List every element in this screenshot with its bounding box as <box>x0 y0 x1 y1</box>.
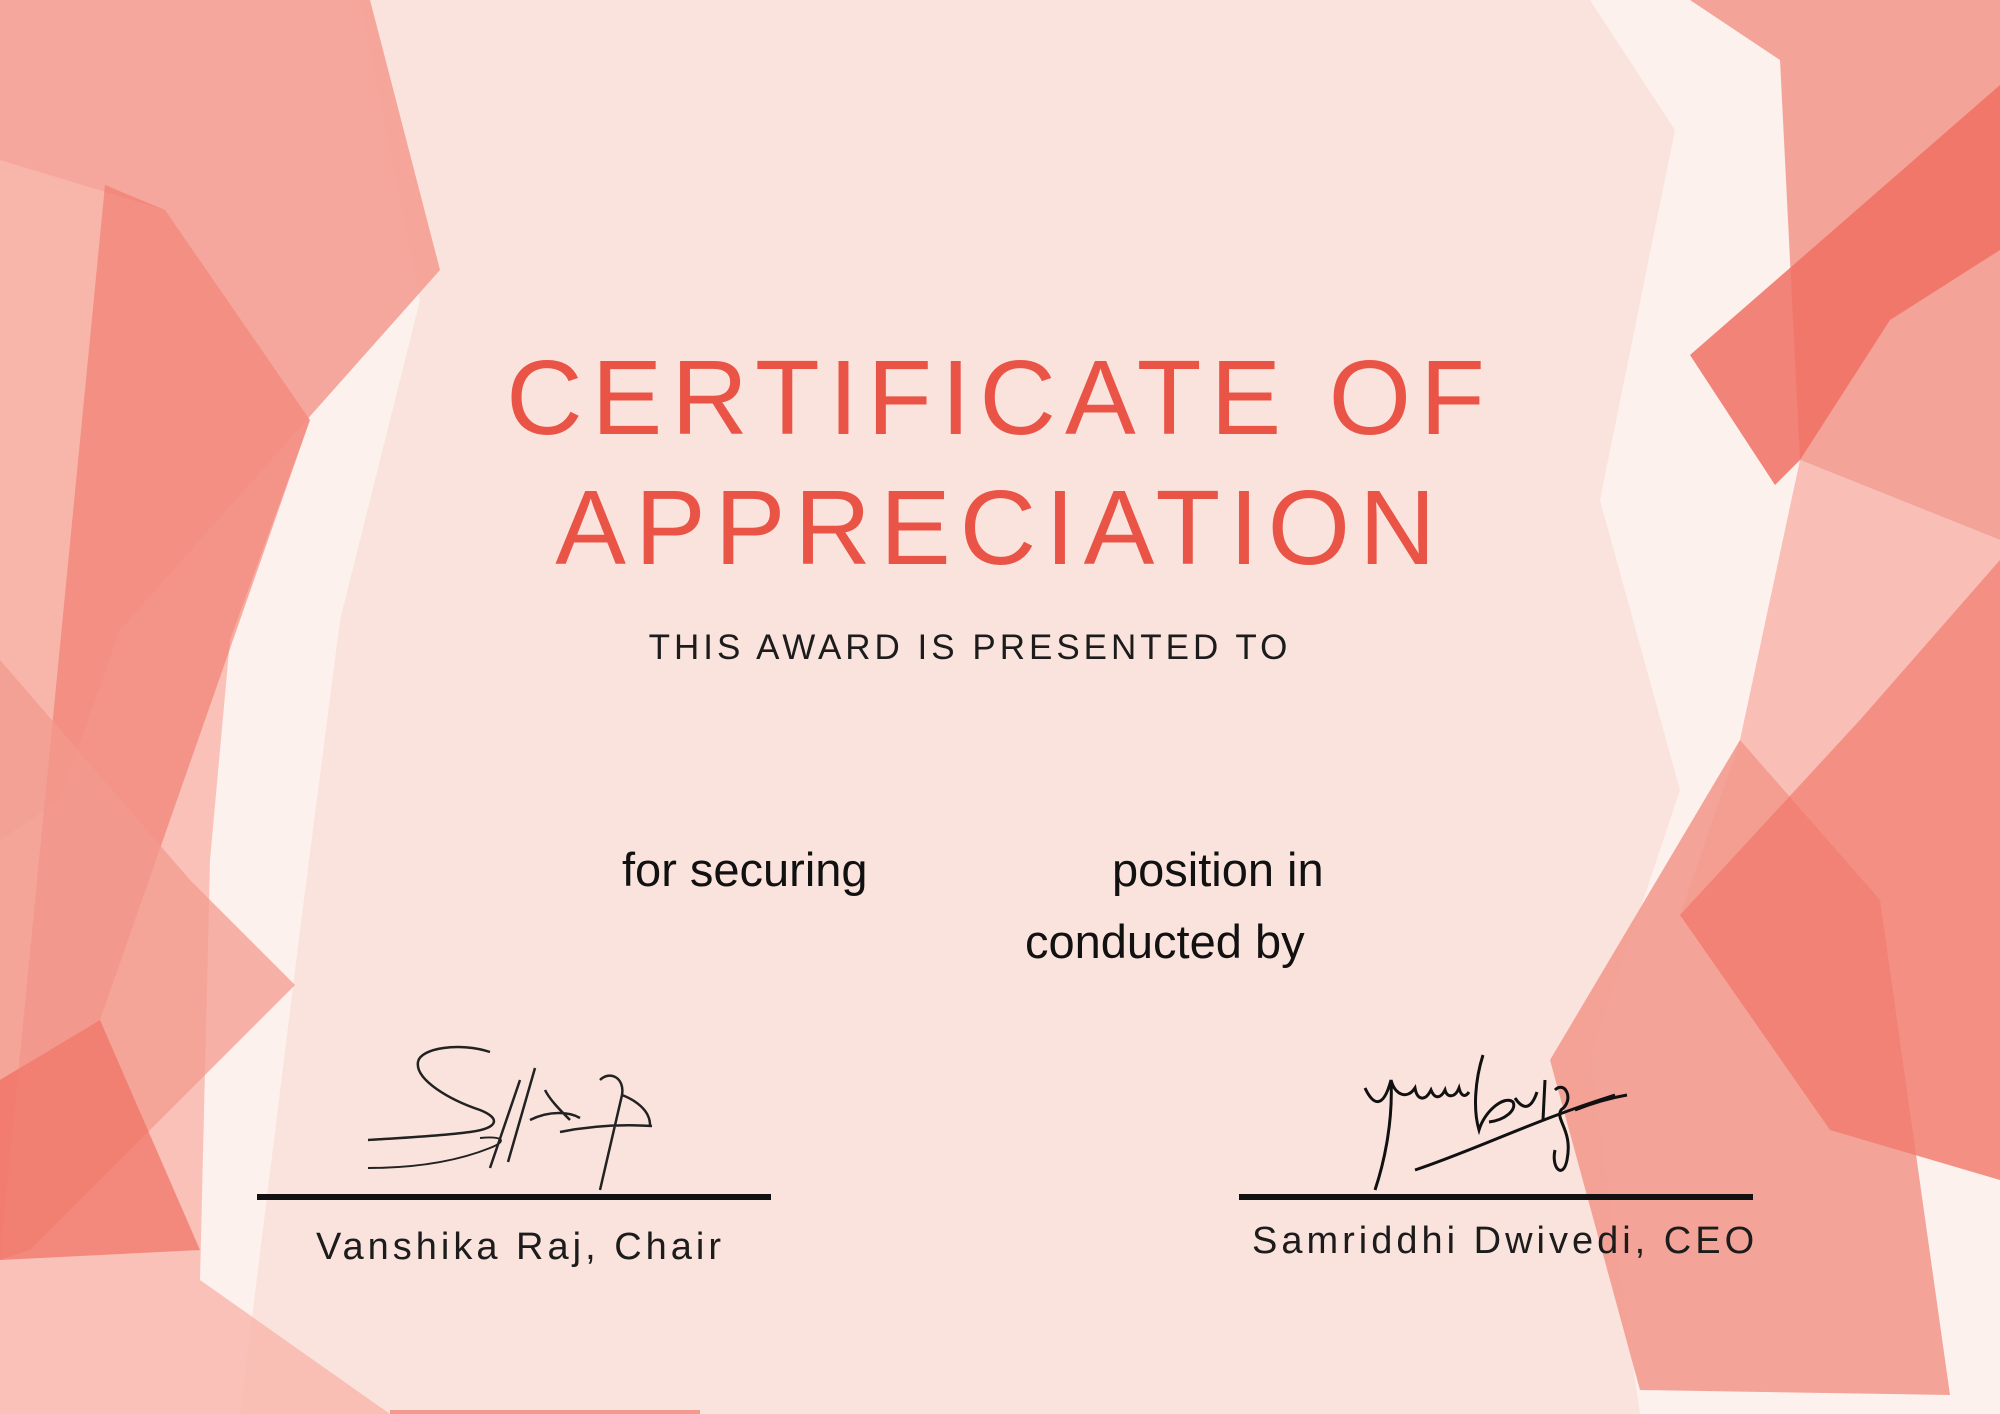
presented-to-text: THIS AWARD IS PRESENTED TO <box>648 628 1292 667</box>
left-strip-shape <box>390 1410 700 1414</box>
certificate-title-line2: APPRECIATION <box>555 469 1445 587</box>
signatory-name-left: Vanshika Raj, Chair <box>316 1226 726 1268</box>
signatory-name-right: Samriddhi Dwivedi, CEO <box>1252 1220 1759 1262</box>
signature-line-right <box>1239 1194 1753 1200</box>
securing-text: for securing <box>622 843 868 896</box>
conducted-by-text: conducted by <box>1025 915 1305 968</box>
signature-line-left <box>257 1194 771 1200</box>
signature-samriddhi <box>1355 1040 1635 1200</box>
position-text: position in <box>1112 843 1324 896</box>
certificate-title-line1: CERTIFICATE OF <box>506 339 1494 457</box>
signature-vanshika <box>360 1040 660 1200</box>
